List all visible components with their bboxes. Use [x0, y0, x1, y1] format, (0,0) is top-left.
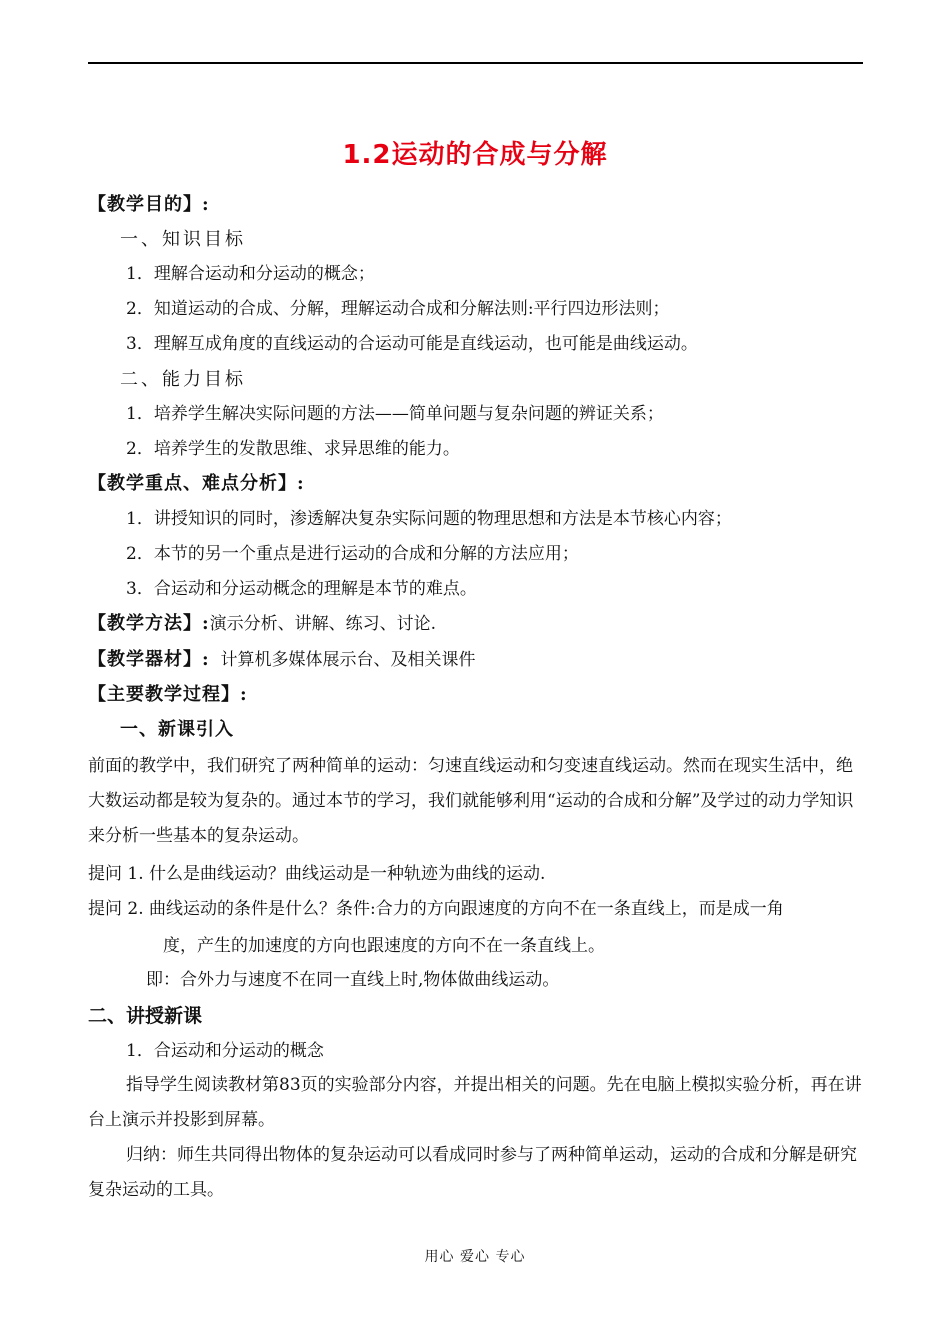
- new-lesson-paragraph-2: 归纳：师生共同得出物体的复杂运动可以看成同时参与了两种简单运动，运动的合成和分解是研究复杂运动的工具。: [88, 1145, 857, 1200]
- teaching-equipment-label: 【教学器材】:: [88, 649, 210, 670]
- teaching-method: [88, 612, 436, 636]
- new-lesson-heading: 二、讲授新课: [88, 1005, 203, 1027]
- question-2-line-1: 提问 2. 曲线运动的条件是什么？条件:合力的方向跟速度的方向不在一条直线上，而是成一角: [88, 899, 784, 919]
- objectives-heading: 【教学目的】:: [88, 194, 210, 215]
- knowledge-goal-item: 3．理解互成角度的直线运动的合运动可能是直线运动，也可能是曲线运动。: [126, 334, 698, 354]
- key-point-item: 2．本节的另一个重点是进行运动的合成和分解的方法应用；: [126, 544, 579, 564]
- header-rule: [88, 62, 863, 64]
- knowledge-goal-item: 1．理解合运动和分运动的概念；: [126, 264, 375, 284]
- knowledge-goals-heading: 一、知识目标: [120, 229, 246, 250]
- question-1: 提问 1. 什么是曲线运动？曲线运动是一种轨迹为曲线的运动.: [88, 864, 546, 884]
- key-points-heading: 【教学重点、难点分析】:: [88, 473, 305, 494]
- new-lesson-item: 1．合运动和分运动的概念: [126, 1041, 324, 1061]
- question-2-line-3: 即：合外力与速度不在同一直线上时,物体做曲线运动。: [146, 970, 560, 990]
- ability-goal-item: 2．培养学生的发散思维、求异思维的能力。: [126, 439, 460, 459]
- ability-goals-heading: 二、能力目标: [120, 369, 246, 390]
- intro-paragraph: 前面的教学中，我们研究了两种简单的运动：匀速直线运动和匀变速直线运动。然而在现实生活中，绝大数运动都是较为复杂的。通过本节的学习，我们就能够利用“运动的合成和分解”及学过的动力学知识来分析一些基本的复杂运动。: [88, 756, 854, 846]
- process-heading: 【主要教学过程】:: [88, 684, 248, 705]
- page-footer: 用心 爱心 专心: [424, 1249, 526, 1265]
- teaching-equipment-value: 计算机多媒体展示台、及相关课件: [220, 650, 476, 670]
- teaching-method-label: 【教学方法】:: [88, 613, 210, 634]
- question-2-line-2: 度，产生的加速度的方向也跟速度的方向不在一条直线上。: [163, 936, 605, 956]
- intro-heading: 一、新课引入: [120, 719, 234, 740]
- key-point-item: 3．合运动和分运动概念的理解是本节的难点。: [126, 579, 477, 599]
- page-title: 1.2运动的合成与分解: [342, 140, 608, 170]
- teaching-method-value: 演示分析、讲解、练习、讨论.: [209, 614, 437, 634]
- teaching-equipment: [88, 648, 475, 672]
- ability-goal-item: 1．培养学生解决实际问题的方法——简单问题与复杂问题的辨证关系；: [126, 404, 664, 424]
- knowledge-goal-item: 2．知道运动的合成、分解，理解运动合成和分解法则:平行四边形法则；: [126, 299, 670, 319]
- new-lesson-paragraph-1: 指导学生阅读教材第83页的实验部分内容，并提出相关的问题。先在电脑上模拟实验分析，再在讲台上演示并投影到屏幕。: [88, 1075, 862, 1130]
- key-point-item: 1．讲授知识的同时，渗透解决复杂实际问题的物理思想和方法是本节核心内容；: [126, 509, 732, 529]
